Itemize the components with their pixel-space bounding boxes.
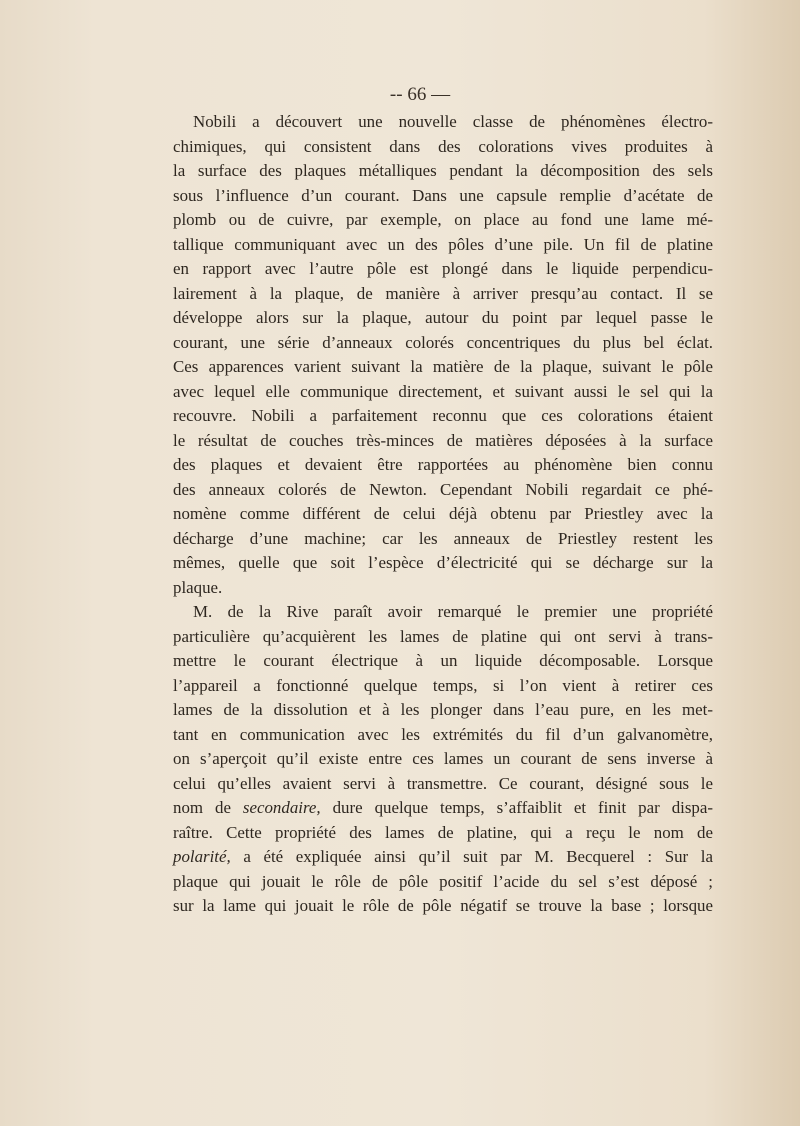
text-fragment: nom de: [173, 798, 243, 817]
text-line: Nobili a découvert une nouvelle classe de phénomènes électro-: [193, 112, 713, 131]
text-line: courant, une série d’anneaux colorés concentriques du plus bel éclat.: [173, 332, 713, 352]
text-line: on s’aperçoit qu’il existe entre ces lames un courant de sens inverse à: [173, 749, 713, 768]
text-line: M. de la Rive paraît avoir remarqué le premier une propriété: [193, 602, 713, 621]
text-line: sur la lame qui jouait le rôle de pôle négatif se trouve la base ; lorsque: [173, 896, 713, 915]
paragraph-1: [173, 110, 713, 600]
text-fragment: a été expliquée ainsi qu’il suit par M. Becquerel : Sur la: [230, 847, 713, 866]
text-line: sous l’influence d’un courant. Dans une capsule remplie d’acétate de: [173, 185, 713, 205]
text-line: tallique communiquant avec un des pôles d’une pile. Un fil de platine: [173, 234, 713, 254]
text-line: des anneaux colorés de Newton. Cependant Nobili regardait ce phé-: [173, 479, 713, 499]
text-line: plomb ou de cuivre, par exemple, on place au fond une lame mé-: [173, 210, 713, 229]
text-line: lames de la dissolution et à les plonger dans l’eau pure, en les met-: [173, 700, 713, 719]
text-line-with-italic: [173, 796, 713, 821]
italic-term-secondaire: secondaire,: [242, 798, 321, 817]
text-line: plaque qui jouait le rôle de pôle positif l’acide du sel s’est déposé ;: [173, 871, 713, 891]
text-line: tant en communication avec les extrémités du fil d’un galvanomètre,: [173, 724, 713, 744]
text-line: recouvre. Nobili a parfaitement reconnu que ces colorations étaient: [173, 406, 713, 425]
text-line: en rapport avec l’autre pôle est plongé dans le liquide perpendicu-: [173, 259, 713, 278]
page-body-text: [173, 110, 713, 919]
text-line: décharge d’une machine; car les anneaux de Priestley restent les: [173, 528, 713, 548]
paragraph-2: [173, 600, 713, 919]
text-line: particulière qu’acquièrent les lames de platine qui ont servi à trans-: [173, 626, 713, 646]
text-line: mêmes, quelle que soit l’espèce d’électricité qui se décharge sur la: [173, 553, 713, 572]
text-line: développe alors sur la plaque, autour du point par lequel passe le: [173, 308, 713, 327]
text-line: chimiques, qui consistent dans des colorations vives produites à: [173, 136, 713, 156]
text-line: l’appareil a fonctionné quelque temps, si l’on vient à retirer ces: [173, 675, 713, 695]
text-line: plaque.: [173, 577, 223, 597]
text-line: des plaques et devaient être rapportées au phénomène bien connu: [173, 455, 713, 474]
page-number: -- 66 —: [389, 84, 451, 105]
text-fragment: dure quelque temps, s’affaiblit et finit par dispa-: [320, 798, 713, 817]
text-line: Ces apparences varient suivant la matière de la plaque, suivant le pôle: [173, 357, 713, 376]
text-line: nomène comme différent de celui déjà obtenu par Priestley avec la: [173, 504, 713, 523]
text-line: celui qu’elles avaient servi à transmettre. Ce courant, désigné sous le: [173, 773, 713, 793]
text-line: avec lequel elle communique directement, et suivant aussi le sel qui la: [173, 381, 713, 401]
text-line-with-italic: [173, 845, 713, 870]
italic-term-polarite: polarité,: [173, 847, 231, 866]
text-line: lairement à la plaque, de manière à arriver presqu’au contact. Il se: [173, 283, 713, 303]
text-line: le résultat de couches très-minces de matières déposées à la surface: [173, 430, 713, 450]
text-line: la surface des plaques métalliques pendant la décomposition des sels: [173, 161, 713, 180]
text-line: mettre le courant électrique à un liquide décomposable. Lorsque: [173, 651, 713, 670]
text-line: raître. Cette propriété des lames de platine, qui a reçu le nom de: [173, 822, 713, 842]
